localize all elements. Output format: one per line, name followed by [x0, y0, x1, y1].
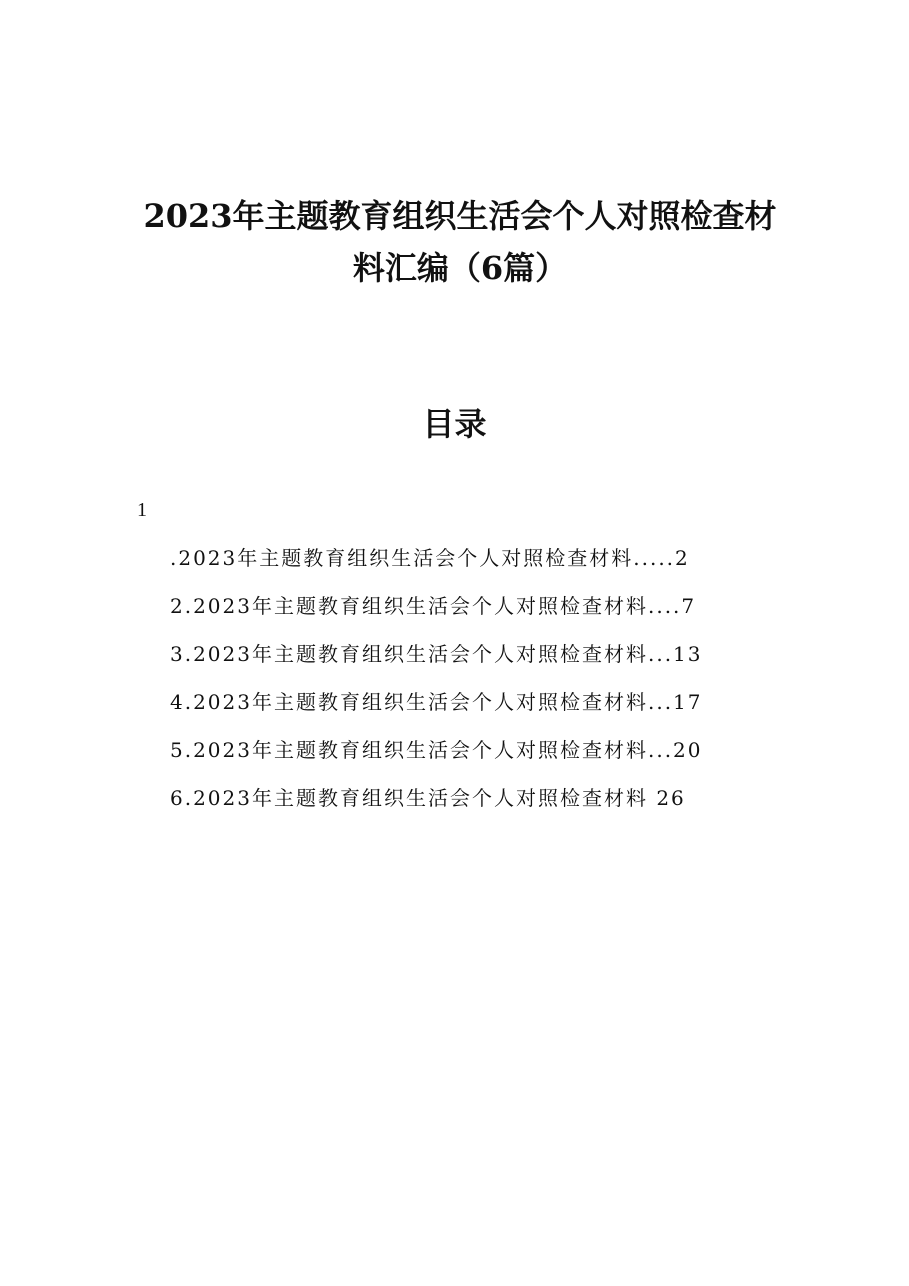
toc-entry-2[interactable]: 2.2023年主题教育组织生活会个人对照检查材料....7 [170, 594, 697, 618]
table-of-contents [170, 538, 770, 826]
document-title-line-1: 2023年主题教育组织生活会个人对照检查材 [143, 197, 777, 235]
toc-heading: 目录 [422, 405, 487, 443]
toc-entry-6[interactable]: 6.2023年主题教育组织生活会个人对照检查材料 26 [170, 786, 686, 810]
document-title [100, 190, 820, 294]
toc-entry-1[interactable]: .2023年主题教育组织生活会个人对照检查材料.....2 [170, 546, 690, 570]
toc-stray-number: 1 [137, 499, 147, 521]
toc-entry-5[interactable]: 5.2023年主题教育组织生活会个人对照检查材料...20 [170, 738, 703, 762]
document-title-line-2: 料汇编（6篇） [352, 249, 568, 287]
toc-entry-3[interactable]: 3.2023年主题教育组织生活会个人对照检查材料...13 [170, 642, 703, 666]
toc-entry-4[interactable]: 4.2023年主题教育组织生活会个人对照检查材料...17 [170, 690, 703, 714]
